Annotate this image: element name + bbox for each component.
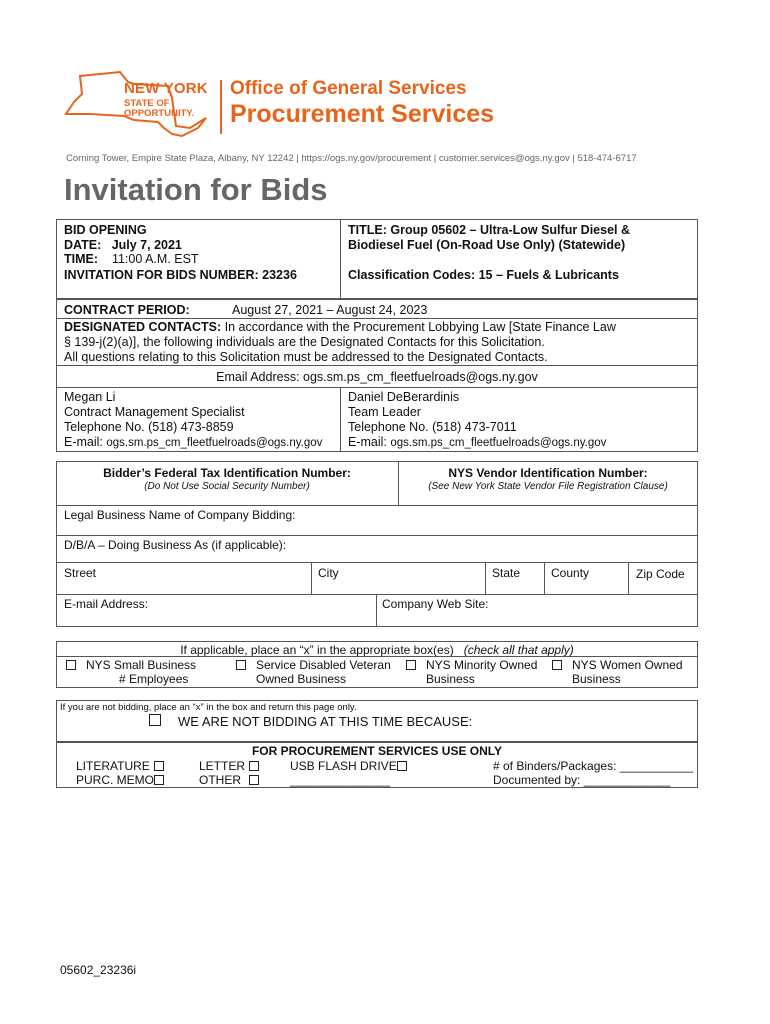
- county-field[interactable]: County: [551, 566, 590, 580]
- not-bidding-checkbox[interactable]: [149, 714, 161, 726]
- wbe-label-line1: NYS Women Owned: [572, 658, 683, 672]
- contact-right-role: Team Leader: [348, 405, 421, 419]
- classification-codes: Classification Codes: 15 – Fuels & Lubricants: [348, 268, 619, 282]
- bidder-divider-2: [56, 535, 698, 536]
- small-business-label: NYS Small Business: [86, 658, 197, 672]
- contract-period-value: August 27, 2021 – August 24, 2023: [232, 303, 428, 317]
- certifications-underline: [56, 656, 698, 657]
- bid-title-line1: TITLE: Group 05602 – Ultra-Low Sulfur Diesel &: [348, 223, 630, 237]
- purc-memo-checkbox[interactable]: [154, 775, 164, 785]
- contacts-col-divider: [340, 387, 341, 452]
- vendor-id-label: NYS Vendor Identification Number:: [448, 466, 648, 480]
- contacts-email-line: Email Address: ogs.sm.ps_cm_fleetfuelroads@ogs.ny.gov: [216, 370, 538, 384]
- bid-number: INVITATION FOR BIDS NUMBER: 23236: [64, 268, 297, 282]
- email-field[interactable]: E-mail Address:: [64, 597, 149, 611]
- footer-code: 05602_23236i: [60, 963, 137, 977]
- street-city-divider: [311, 562, 312, 594]
- letter-label: LETTER: [199, 759, 246, 773]
- letter-checkbox[interactable]: [249, 761, 259, 771]
- certifications-instruction-note: (check all that apply): [463, 643, 574, 657]
- contacts-intro: [64, 320, 694, 335]
- contact-right-phone: Telephone No. (518) 473-7011: [348, 420, 517, 434]
- certifications-instruction: [56, 643, 698, 657]
- bidder-divider-3: [56, 562, 698, 563]
- logo-opportunity: OPPORTUNITY.: [124, 108, 195, 119]
- contact-left-phone: Telephone No. (518) 473-8859: [64, 420, 234, 434]
- zip-field[interactable]: Zip Code: [636, 567, 685, 581]
- contract-divider: [56, 318, 698, 319]
- literature-checkbox[interactable]: [154, 761, 164, 771]
- contact-right-email: [348, 435, 606, 451]
- address-line: Corning Tower, Empire State Plaza, Albany, NY 12242 | https://ogs.ny.gov/procurement | customer.services@ogs.ny.gov | 518-474-6717: [66, 153, 637, 164]
- documented-by-field[interactable]: Documented by: _____________: [493, 773, 671, 787]
- contact-left-name: Megan Li: [64, 390, 116, 404]
- contact-right-email-link[interactable]: ogs.sm.ps_cm_fleetfuelroads@ogs.ny.gov: [390, 437, 607, 449]
- contact-right-name: Daniel DeBerardinis: [348, 390, 460, 404]
- contacts-divider-1: [56, 365, 698, 366]
- binders-packages-field[interactable]: # of Binders/Packages: ___________: [493, 759, 694, 773]
- contacts-divider-2: [56, 387, 698, 388]
- mbe-label-line2: Business: [426, 672, 475, 686]
- literature-item: [76, 759, 150, 773]
- logo: [60, 68, 500, 148]
- tax-id-note: (Do Not Use Social Security Number): [144, 481, 310, 492]
- bid-info-divider: [340, 219, 341, 299]
- wbe-label-line2: Business: [572, 672, 621, 686]
- contract-period: [64, 303, 190, 318]
- bid-time: [64, 252, 199, 267]
- usb-label: USB FLASH DRIVE: [290, 759, 397, 773]
- bid-opening-label: BID OPENING: [64, 223, 147, 237]
- contract-period-label: CONTRACT PERIOD:: [64, 303, 190, 317]
- usb-checkbox[interactable]: [397, 761, 407, 771]
- city-field[interactable]: City: [318, 566, 339, 580]
- bid-title-line2: Biodiesel Fuel (On-Road Use Only) (Statewide): [348, 238, 626, 252]
- not-bidding-instruction: If you are not bidding, place an “x” in the box and return this page only.: [60, 702, 357, 713]
- dba-field[interactable]: D/B/A – Doing Business As (if applicable):: [64, 538, 287, 552]
- contact-left-role: Contract Management Specialist: [64, 405, 245, 419]
- procurement-use-header: FOR PROCUREMENT SERVICES USE ONLY: [251, 744, 503, 758]
- purc-memo-item: [76, 773, 154, 787]
- contact-left-email-label: E-mail:: [64, 435, 107, 449]
- bidder-divider-4: [56, 594, 698, 595]
- city-state-divider: [485, 562, 486, 594]
- mbe-checkbox[interactable]: [406, 660, 416, 670]
- logo-divider: [220, 80, 222, 134]
- bid-date-value: July 7, 2021: [111, 238, 182, 252]
- usb-blank[interactable]: _______________: [290, 773, 391, 787]
- state-field[interactable]: State: [492, 566, 521, 580]
- procurement-services: Procurement Services: [230, 100, 495, 128]
- bid-time-label: TIME:: [64, 252, 99, 266]
- logo-new-york: NEW YORK: [124, 80, 208, 97]
- literature-label: LITERATURE: [76, 759, 150, 773]
- office-of-general-services: Office of General Services: [230, 78, 467, 99]
- designated-contacts-label: DESIGNATED CONTACTS:: [64, 320, 222, 334]
- email-website-divider: [376, 594, 377, 627]
- vendor-id-note: (See New York State Vendor File Registration Clause): [428, 481, 668, 492]
- street-field[interactable]: Street: [64, 566, 97, 580]
- other-checkbox[interactable]: [249, 775, 259, 785]
- sdvob-checkbox[interactable]: [236, 660, 246, 670]
- other-label: OTHER: [199, 773, 241, 787]
- county-zip-divider: [628, 562, 629, 594]
- contact-right-email-label: E-mail:: [348, 435, 391, 449]
- state-county-divider: [544, 562, 545, 594]
- purc-memo-label: PURC. MEMO: [76, 773, 154, 787]
- bidder-divider-1: [56, 505, 698, 506]
- contacts-text2: § 139-j(2)(a)], the following individuals are the Designated Contacts for this Solicitation.: [64, 335, 545, 349]
- contacts-text3: All questions relating to this Solicitation must be addressed to the Designated Contacts.: [64, 350, 548, 364]
- contact-left-email: [64, 435, 322, 451]
- mbe-label-line1: NYS Minority Owned: [426, 658, 538, 672]
- wbe-checkbox[interactable]: [552, 660, 562, 670]
- contacts-text1: In accordance with the Procurement Lobbying Law [State Finance Law: [221, 320, 616, 334]
- bid-time-value: 11:00 A.M. EST: [111, 252, 199, 266]
- bid-date-label: DATE:: [64, 238, 102, 252]
- sdvob-label-line2: Owned Business: [256, 672, 347, 686]
- page-title: Invitation for Bids: [64, 172, 328, 207]
- tax-id-label: Bidder’s Federal Tax Identification Number:: [103, 466, 351, 480]
- logo-state-of: STATE OF: [124, 98, 170, 109]
- certifications-instruction-text: If applicable, place an “x” in the appropriate box(es): [180, 643, 454, 657]
- not-bidding-statement: WE ARE NOT BIDDING AT THIS TIME BECAUSE:: [178, 714, 473, 729]
- small-business-employees: # Employees: [119, 672, 189, 686]
- contact-left-email-link[interactable]: ogs.sm.ps_cm_fleetfuelroads@ogs.ny.gov: [106, 437, 323, 449]
- bid-date: [64, 238, 182, 253]
- legal-name-field[interactable]: Legal Business Name of Company Bidding:: [64, 508, 296, 522]
- website-field[interactable]: Company Web Site:: [382, 597, 489, 611]
- small-business-checkbox[interactable]: [66, 660, 76, 670]
- sdvob-label-line1: Service Disabled Veteran: [256, 658, 391, 672]
